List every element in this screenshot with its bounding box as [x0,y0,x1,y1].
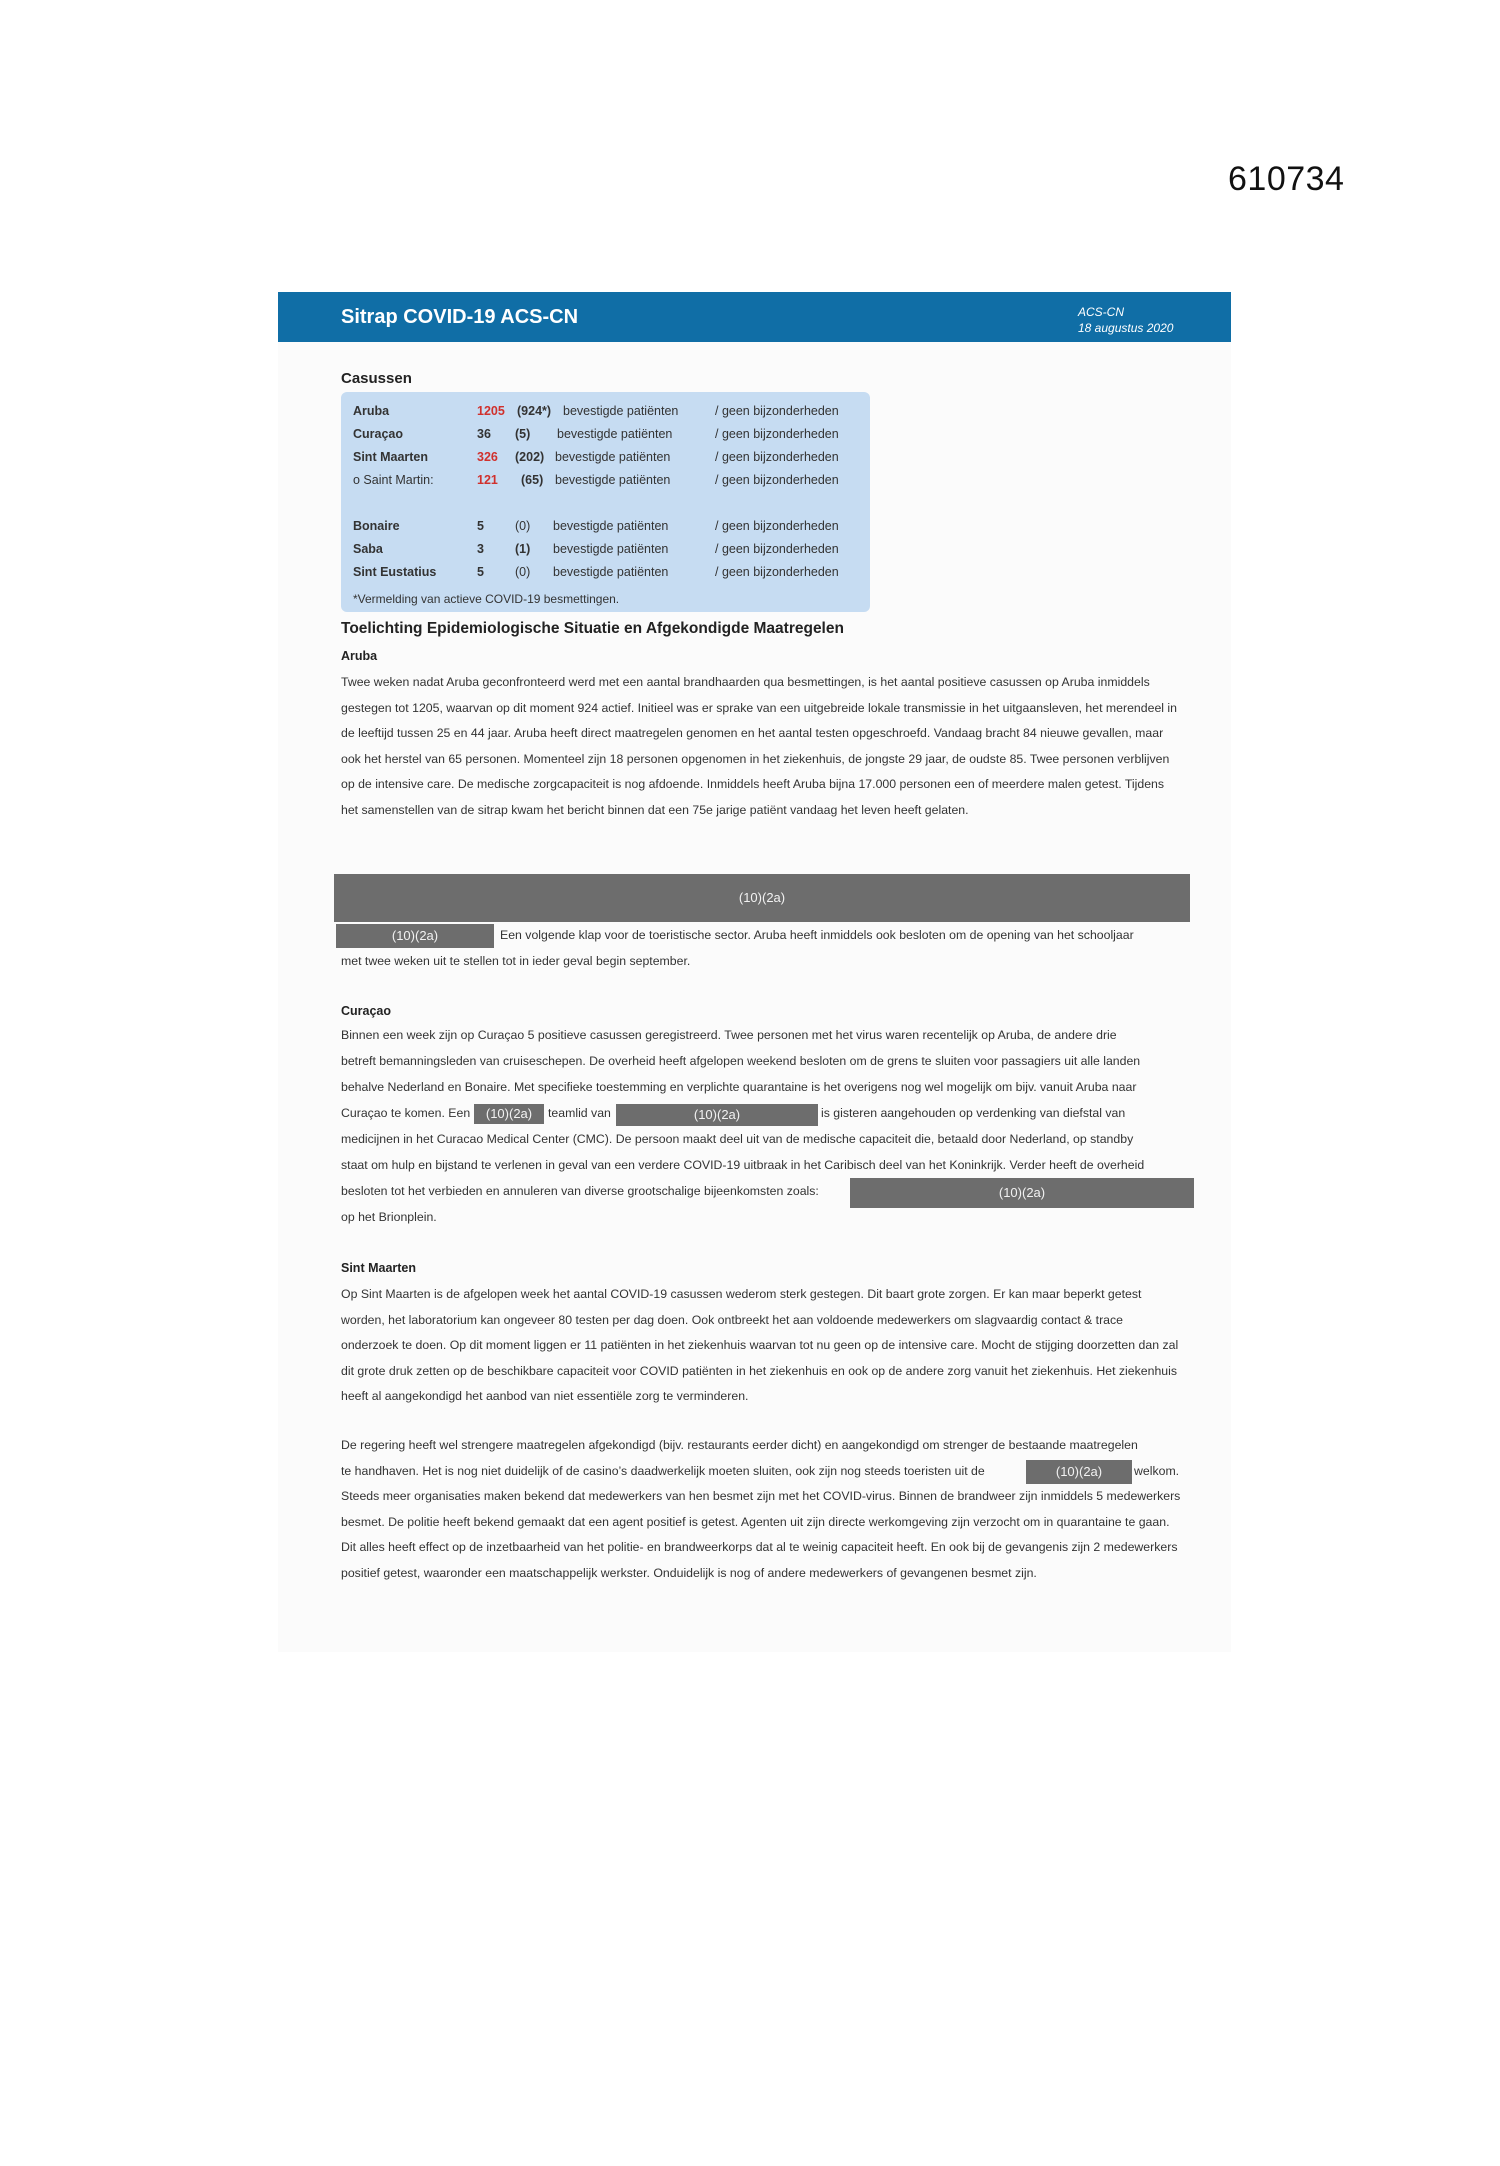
sint-maarten-paragraph-2-line: De regering heeft wel strengere maatregelen afgekondigd (bijv. restaurants eerder dicht) en aangekondigd om strenger de bestaande maatregelen [341,1438,1138,1452]
case-note: / geen bijzonderheden [715,404,839,418]
curacao-line: op het Brionplein. [341,1210,437,1224]
aruba-heading: Aruba [341,649,378,663]
curacao-line: staat om hulp en bijstand te verlenen in geval van een verdere COVID-19 uitbraak in het Caribisch deel van het Koninkrijk. Verder heeft de overheid [341,1158,1145,1172]
case-label: bevestigde patiënten [555,450,671,464]
case-total: 1205 [477,404,505,418]
case-active: (0) [515,565,531,579]
curacao-line-a: Curaçao te komen. Een [341,1106,471,1120]
sint-maarten-paragraph-2-line: te handhaven. Het is nog niet duidelijk of de casino’s daadwerkelijk moeten sluiten, ook zijn nog steeds toeristen uit de [341,1464,985,1478]
redaction-block: (10)(2a) [474,1104,544,1124]
case-name: o Saint Martin: [353,473,434,487]
case-note: / geen bijzonderheden [715,473,839,487]
sint-maarten-heading: Sint Maarten [341,1261,417,1275]
header-org: ACS-CN [1078,305,1125,319]
document-number: 610734 [1228,160,1345,198]
case-label: bevestigde patiënten [563,404,679,418]
curacao-line-c: is gisteren aangehouden op verdenking van diefstal van [821,1106,1126,1120]
case-name: Aruba [353,404,390,418]
case-label: bevestigde patiënten [553,565,669,579]
cases-table [341,392,870,612]
case-note: / geen bijzonderheden [715,450,839,464]
curacao-line: besloten tot het verbieden en annuleren van diverse grootschalige bijeenkomsten zoals: [341,1184,819,1198]
sint-maarten-paragraph: Op Sint Maarten is de afgelopen week het aantal COVID-19 casussen wederom sterk gestegen. Dit baart grote zorgen. Er kan maar beperkt getest worden, het laboratorium kan ongeveer 80 testen per dag doen. Ook ontbreekt het aan voldoende medewerkers om slagvaardig contact & trace onderzoek te doen. Op dit moment liggen er 11 patiënten in het ziekenhuis waarvan tot nu geen op de intensive care. Mocht de stijging doorzetten dan zal dit grote druk zetten op de beschikbare capaciteit voor COVID patiënten in het ziekenhuis en ook op de andere zorg vanuit het ziekenhuis. Het ziekenhuis heeft al aangekondigd het aanbod van niet essentiële zorg te verminderen. [341,1287,1179,1404]
case-name: Sint Eustatius [353,565,437,579]
redaction-block: (10)(2a) [336,924,494,948]
case-total: 5 [477,519,484,533]
case-name: Curaçao [353,427,404,441]
case-label: bevestigde patiënten [553,542,669,556]
redaction-block: (10)(2a) [334,874,1190,922]
aruba-paragraph-2-line: met twee weken uit te stellen tot in ieder geval begin september. [341,954,691,968]
sitrap-page [278,292,1231,1652]
curacao-line: medicijnen in het Curacao Medical Center (CMC). De persoon maakt deel uit van de medische capaciteit die, betaald door Nederland, op standby [341,1132,1134,1146]
case-total: 121 [477,473,498,487]
case-note: / geen bijzonderheden [715,542,839,556]
case-total: 5 [477,565,484,579]
case-note: / geen bijzonderheden [715,427,839,441]
case-total: 326 [477,450,498,464]
case-name: Saba [353,542,383,556]
redaction-block: (10)(2a) [850,1178,1194,1208]
case-note: / geen bijzonderheden [715,565,839,579]
cases-footnote: *Vermelding van actieve COVID-19 besmettingen. [353,592,620,606]
case-name: Bonaire [353,519,400,533]
header-meta [1078,304,1173,336]
case-label: bevestigde patiënten [555,473,671,487]
document-title: Sitrap COVID-19 ACS-CN [341,306,579,328]
sint-maarten-paragraph-2: Steeds meer organisaties maken bekend dat medewerkers van hen besmet zijn met het COVID-virus. Binnen de brandweer zijn inmiddels 5 medewerkers besmet. De politie heeft bekend gemaakt dat een agent positief is getest. Agenten uit zijn directe werkomgeving zijn verzocht om in quarantaine te gaan. Dit alles heeft effect op de inzetbaarheid van het politie- en brandweerkorps dat al te weinig capaciteit heeft. En ook bij de gevangenis zijn 2 medewerkers positief getest, waaronder een maatschappelijk werkster. Onduidelijk is nog of andere medewerkers of gevangenen besmet zijn. [341,1489,1181,1580]
curacao-line-b: teamlid van [548,1106,611,1120]
aruba-paragraph: Twee weken nadat Aruba geconfronteerd werd met een aantal brandhaarden qua besmettingen, is het aantal positieve casussen op Aruba inmiddels gestegen tot 1205, waarvan op dit moment 924 actief. Initieel was er sprake van een uitgebreide lokale transmissie in het uitgaansleven, het merendeel in de leeftijd tussen 25 en 44 jaar. Aruba heeft direct maatregelen genomen en het aantal testen opgeschroefd. Vandaag bracht 84 nieuwe gevallen, maar ook het herstel van 65 personen. Momenteel zijn 18 personen opgenomen in het ziekenhuis, de jongste 29 jaar, de oudste 85. Twee personen verblijven op de intensive care. De medische zorgcapaciteit is nog afdoende. Inmiddels heeft Aruba bijna 17.000 personen een of meerdere malen getest. Tijdens het samenstellen van de sitrap kwam het bericht binnen dat een 75e jarige patiënt vandaag het leven heeft gelaten. [341,675,1178,817]
case-total: 36 [477,427,491,441]
case-active: (924*) [517,404,552,418]
case-active: (5) [515,427,531,441]
redaction-block: (10)(2a) [616,1104,818,1126]
sint-maarten-paragraph-2-line: welkom. [1134,1464,1180,1478]
case-note: / geen bijzonderheden [715,519,839,533]
aruba-paragraph-2: Een volgende klap voor de toeristische sector. Aruba heeft inmiddels ook besloten om de opening van het schooljaar [500,928,1134,942]
header-date: 18 augustus 2020 [1078,321,1174,335]
curacao-line: betreft bemanningsleden van cruiseschepen. De overheid heeft afgelopen weekend besloten om de grens te sluiten voor passagiers uit alle landen [341,1054,1141,1068]
header-band [278,292,1231,342]
case-label: bevestigde patiënten [553,519,669,533]
curacao-heading: Curaçao [341,1004,392,1018]
case-active: (1) [515,542,531,556]
curacao-line: behalve Nederland en Bonaire. Met specifieke toestemming en verplichte quarantaine is het overigens nog wel mogelijk om bijv. vanuit Aruba naar [341,1080,1137,1094]
case-active: (202) [515,450,545,464]
cases-heading: Casussen [341,370,412,387]
case-name: Sint Maarten [353,450,429,464]
situation-heading: Toelichting Epidemiologische Situatie en Afgekondigde Maatregelen [341,620,844,637]
redaction-block: (10)(2a) [1026,1460,1132,1484]
case-active: (0) [515,519,531,533]
case-total: 3 [477,542,484,556]
case-active: (65) [521,473,544,487]
curacao-line: Binnen een week zijn op Curaçao 5 positieve casussen geregistreerd. Twee personen met het virus waren recentelijk op Aruba, de andere drie [341,1028,1117,1042]
case-label: bevestigde patiënten [557,427,673,441]
